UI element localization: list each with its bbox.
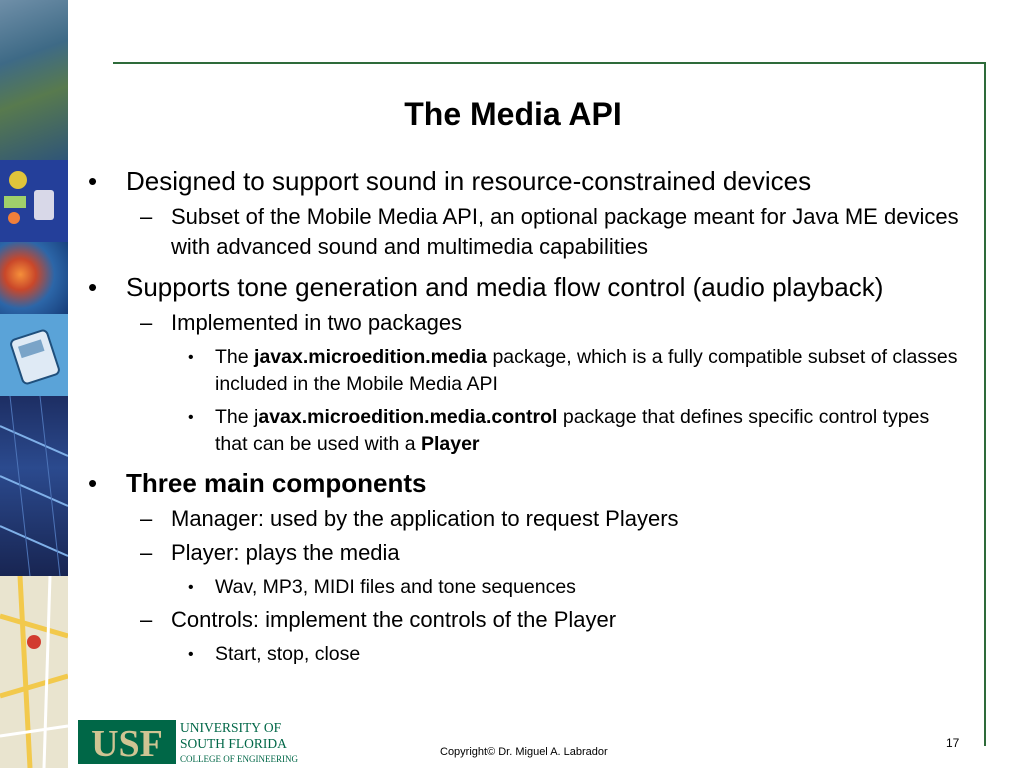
item-text-post: package, which is a fully compatible subset of classes included in the Mobile Media API bbox=[215, 346, 958, 395]
copyright-footer: Copyright© Dr. Miguel A. Labrador bbox=[440, 746, 608, 758]
item-text: Start, stop, close bbox=[215, 643, 361, 665]
bullet-text: Three main components bbox=[126, 468, 427, 498]
bullet-marker: • bbox=[188, 409, 194, 426]
sub-sub-bullet-item bbox=[84, 404, 964, 458]
item-text: Wav, MP3, MIDI files and tone sequences bbox=[215, 576, 576, 598]
satellite-image bbox=[0, 0, 68, 160]
sub-bullet-item bbox=[84, 504, 964, 534]
phone-icon bbox=[0, 314, 68, 396]
dash-marker: – bbox=[140, 310, 153, 335]
sub-sub-bullet-item bbox=[84, 574, 964, 601]
side-image-strip bbox=[0, 0, 68, 768]
sub-bullet-text: Subset of the Mobile Media API, an optional package meant for Java ME devices with advanced sound and multimedia capabilities bbox=[171, 204, 959, 259]
bullet-marker: • bbox=[88, 166, 98, 196]
sub-bullet-text: Implemented in two packages bbox=[171, 310, 463, 335]
bullet-marker: • bbox=[188, 579, 194, 596]
sub-bullet-item bbox=[84, 308, 964, 338]
sub-bullet-text: Controls: implement the controls of the Player bbox=[171, 607, 617, 632]
bullet-marker: • bbox=[88, 272, 98, 302]
sub-bullet-item bbox=[84, 202, 964, 262]
map-image bbox=[0, 576, 68, 768]
item-text-pre: The j bbox=[215, 406, 259, 428]
package-name: javax.microedition.media bbox=[254, 346, 488, 368]
sub-sub-bullet-item bbox=[84, 641, 964, 668]
bullet-marker: • bbox=[188, 646, 194, 663]
slide-content bbox=[84, 160, 964, 668]
dash-marker: – bbox=[140, 540, 153, 565]
bullet-text: Supports tone generation and media flow control (audio playback) bbox=[126, 272, 884, 302]
sub-bullet-text: Manager: used by the application to request Players bbox=[171, 506, 679, 531]
bullet-marker: • bbox=[88, 468, 98, 498]
page-number: 17 bbox=[946, 736, 960, 750]
bullet-item bbox=[84, 466, 964, 500]
map-icon bbox=[0, 576, 68, 768]
slide-title: The Media API bbox=[404, 96, 622, 132]
bullet-item bbox=[84, 164, 964, 198]
svg-text:SOUTH FLORIDA: SOUTH FLORIDA bbox=[180, 736, 287, 751]
bullet-item bbox=[84, 270, 964, 304]
bullet-marker: • bbox=[188, 349, 194, 366]
phone-image bbox=[0, 314, 68, 396]
package-name: avax.microedition.media.control bbox=[258, 406, 558, 428]
dash-marker: – bbox=[140, 204, 153, 229]
gadgets-icon bbox=[0, 160, 68, 242]
sub-sub-bullet-item bbox=[84, 344, 964, 398]
frame-line-right bbox=[984, 62, 986, 746]
circuit-icon bbox=[0, 396, 68, 576]
circuit-image bbox=[0, 396, 68, 576]
gadgets-image bbox=[0, 160, 68, 242]
frame-line-top bbox=[113, 62, 986, 64]
svg-text:USF: USF bbox=[91, 723, 163, 765]
sub-bullet-item bbox=[84, 538, 964, 568]
player-term: Player bbox=[420, 433, 480, 455]
sub-bullet-text: Player: plays the media bbox=[171, 540, 400, 565]
sub-bullet-item bbox=[84, 605, 964, 635]
dash-marker: – bbox=[140, 506, 153, 531]
item-text-pre: The bbox=[215, 346, 255, 368]
svg-text:UNIVERSITY OF: UNIVERSITY OF bbox=[180, 720, 282, 735]
dash-marker: – bbox=[140, 607, 153, 632]
brain-image bbox=[0, 242, 68, 314]
bullet-text: Designed to support sound in resource-constrained devices bbox=[126, 166, 812, 196]
usf-logo bbox=[78, 718, 320, 766]
svg-text:COLLEGE OF ENGINEERING: COLLEGE OF ENGINEERING bbox=[180, 754, 298, 764]
item-text-post: package that defines specific control types that can be used with a bbox=[215, 406, 930, 455]
